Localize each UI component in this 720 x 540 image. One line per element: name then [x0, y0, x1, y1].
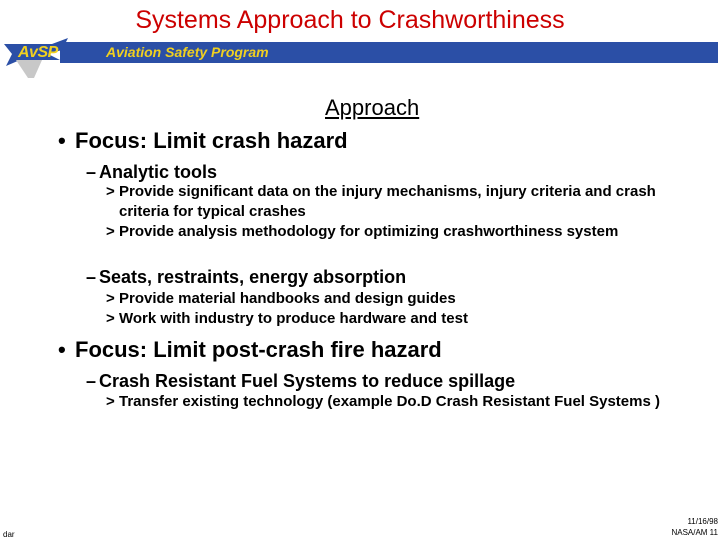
banner-subtitle: Aviation Safety Program	[106, 44, 269, 60]
item-text: Provide significant data on the injury mechanisms, injury criteria and crash criteria for typical crashes	[119, 183, 656, 220]
sub-marker: –	[86, 371, 97, 391]
sub-fuel-systems	[86, 371, 515, 392]
item-analysis-methodology	[106, 222, 686, 242]
sub-marker: –	[86, 162, 97, 182]
footer-author: dar	[3, 530, 15, 539]
item-marker: >	[106, 310, 115, 327]
item-injury-data	[106, 182, 686, 221]
footer-meta	[671, 516, 718, 538]
footer-date: 11/16/98	[687, 517, 718, 526]
sub-text: Analytic tools	[99, 162, 218, 182]
item-text: Transfer existing technology (example Do.D Crash Resistant Fuel Systems )	[119, 393, 660, 410]
sub-marker: –	[86, 267, 97, 287]
item-text: Work with industry to produce hardware and test	[119, 310, 468, 327]
bullet-marker: •	[58, 128, 66, 153]
bullet-marker: •	[58, 337, 66, 362]
sub-text: Crash Resistant Fuel Systems to reduce spillage	[99, 371, 516, 391]
sub-text: Seats, restraints, energy absorption	[99, 267, 407, 287]
item-marker: >	[106, 183, 115, 200]
item-marker: >	[106, 290, 115, 307]
item-handbooks	[106, 289, 686, 309]
item-text: Provide material handbooks and design guides	[119, 290, 456, 307]
bullet-text: Focus: Limit post-crash fire hazard	[75, 337, 442, 362]
sub-analytic-tools	[86, 162, 217, 183]
bullet-crash-hazard	[58, 128, 348, 154]
item-text: Provide analysis methodology for optimizing crashworthiness system	[119, 223, 619, 240]
slide-title: Systems Approach to Crashworthiness	[135, 6, 565, 34]
item-marker: >	[106, 393, 115, 410]
item-transfer-technology	[106, 392, 686, 412]
footer-code: NASA/AM 11	[671, 528, 718, 537]
avsp-logo	[2, 36, 70, 80]
sub-seats-restraints	[86, 267, 406, 288]
item-industry	[106, 309, 686, 329]
bullet-text: Focus: Limit crash hazard	[75, 128, 348, 153]
item-marker: >	[106, 223, 115, 240]
section-title: Approach	[325, 95, 420, 120]
bullet-fire-hazard	[58, 337, 442, 363]
logo-text: AvSP	[18, 44, 58, 61]
program-banner	[60, 42, 718, 63]
